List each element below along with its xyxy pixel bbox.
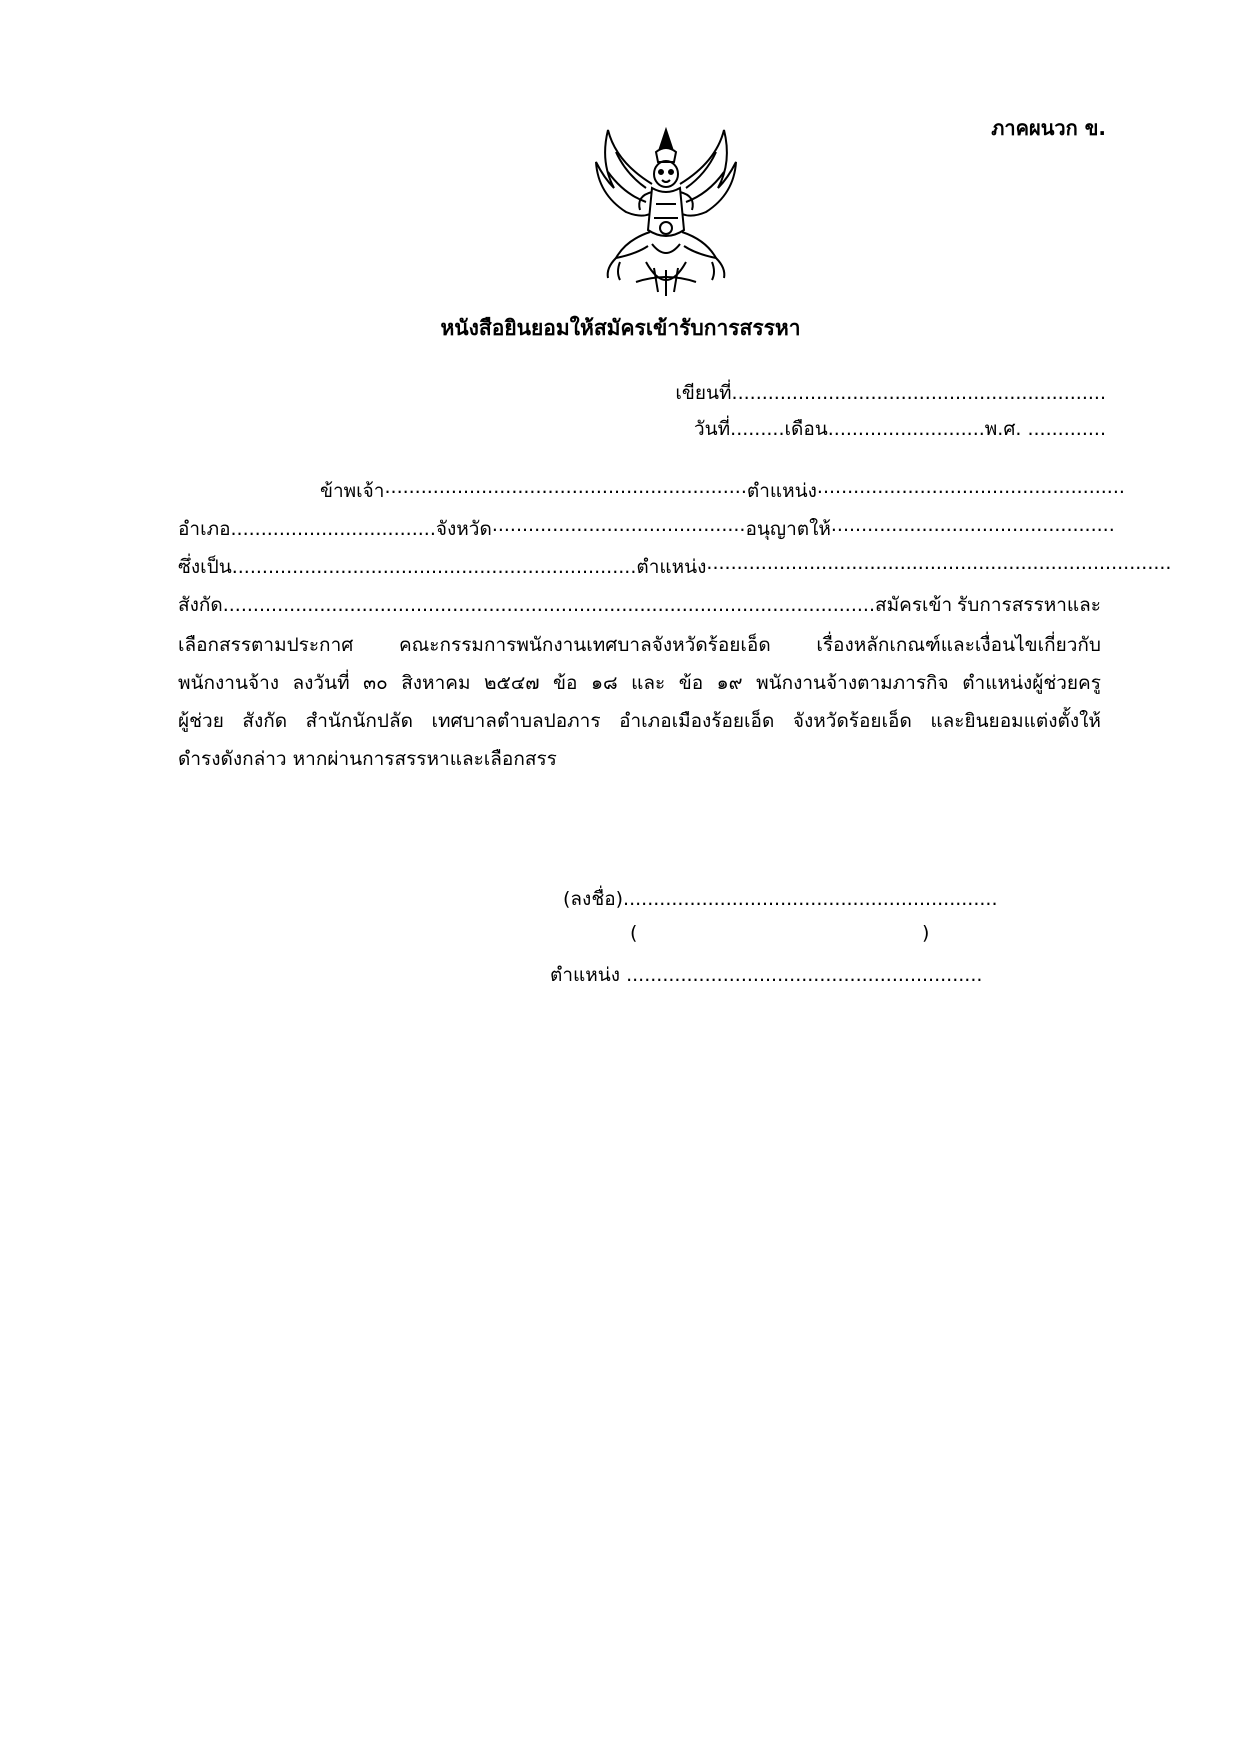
- word: และยินยอมแต่งตั้งให้: [930, 710, 1101, 732]
- word: อำเภอเมืองร้อยเอ็ด: [619, 710, 775, 732]
- date-field: วันที่.........เดือน..........................พ.ศ. .............: [693, 418, 1106, 440]
- word: เลือกสรรตามประกาศ: [178, 634, 354, 656]
- signer-position-line: ตำแหน่ง ...........................................................: [550, 964, 983, 986]
- word: เทศบาลตำบลปอภาร: [431, 710, 601, 732]
- word: .............................................: [816, 476, 1089, 498]
- body-line-8: ดำรงดังกล่าว หากผ่านการสรรหาและเลือกสรร: [178, 748, 557, 770]
- body-line-4: [178, 590, 1101, 620]
- word: สังกัด: [242, 710, 288, 732]
- word: ๑๙: [716, 672, 743, 694]
- body-line-6: [178, 668, 1101, 698]
- written-at-field: เขียนที่..............................................................: [675, 382, 1106, 404]
- word: ผู้ช่วย: [178, 710, 224, 732]
- word: สังกัด............................................................................................................สมัครเข้า: [178, 594, 953, 616]
- word: ๓๐: [363, 672, 388, 694]
- word: ซึ่งเป็น...................................................................ตำแหน่ง: [178, 556, 707, 578]
- body-line-1: [320, 476, 1125, 506]
- word: ๑๘: [590, 672, 618, 694]
- word: ข้อ: [553, 672, 578, 694]
- word: ......: [1088, 476, 1125, 498]
- word: ............................................................: [384, 476, 747, 498]
- word: รับการสรรหาและ: [957, 594, 1101, 616]
- word: ข้าพเจ้า: [320, 480, 385, 502]
- word: เรื่องหลักเกณฑ์และเงื่อนไขเกี่ยวกับ: [816, 634, 1101, 656]
- word: จังหวัดร้อยเอ็ด: [792, 710, 912, 732]
- word: ....................: [830, 514, 952, 536]
- word: ลงวันที่: [292, 672, 350, 694]
- word: สิงหาคม: [401, 672, 471, 694]
- body-line-3: [178, 552, 1172, 582]
- word: พนักงานจ้าง: [178, 672, 280, 694]
- word: ตำแหน่ง: [746, 480, 817, 502]
- word: สำนักนักปลัด: [305, 710, 413, 732]
- body-line-5: [178, 630, 1101, 660]
- word: ๒๕๔๗: [483, 672, 540, 694]
- word: คณะกรรมการพนักงานเทศบาลจังหวัดร้อยเอ็ด: [398, 634, 771, 656]
- body-line-7: [178, 706, 1101, 736]
- appendix-label: ภาคผนวก ข.: [991, 116, 1106, 140]
- word: อำเภอ..................................: [178, 518, 436, 540]
- word: อนุญาตให้: [745, 518, 831, 540]
- body-line-2: [178, 514, 1115, 544]
- word: ตำแหน่งผู้ช่วยครู: [962, 672, 1101, 694]
- word: .........................................: [706, 552, 955, 574]
- word: ข้อ: [678, 672, 704, 694]
- signature-line: (ลงชื่อ)..............................................................: [563, 888, 998, 910]
- name-paren-open: (: [630, 922, 638, 944]
- name-paren-close: ): [922, 922, 930, 944]
- garuda-emblem-icon: [586, 122, 746, 302]
- word: ...........................: [951, 514, 1115, 536]
- word: ....................................: [954, 552, 1172, 574]
- document-title: หนังสือยินยอมให้สมัครเข้ารับการสรรหา: [440, 316, 801, 340]
- word: และ: [631, 672, 666, 694]
- word: พนักงานจ้างตามภารกิจ: [756, 672, 949, 694]
- word: จังหวัด: [435, 518, 492, 540]
- word: ..........................................: [491, 514, 746, 536]
